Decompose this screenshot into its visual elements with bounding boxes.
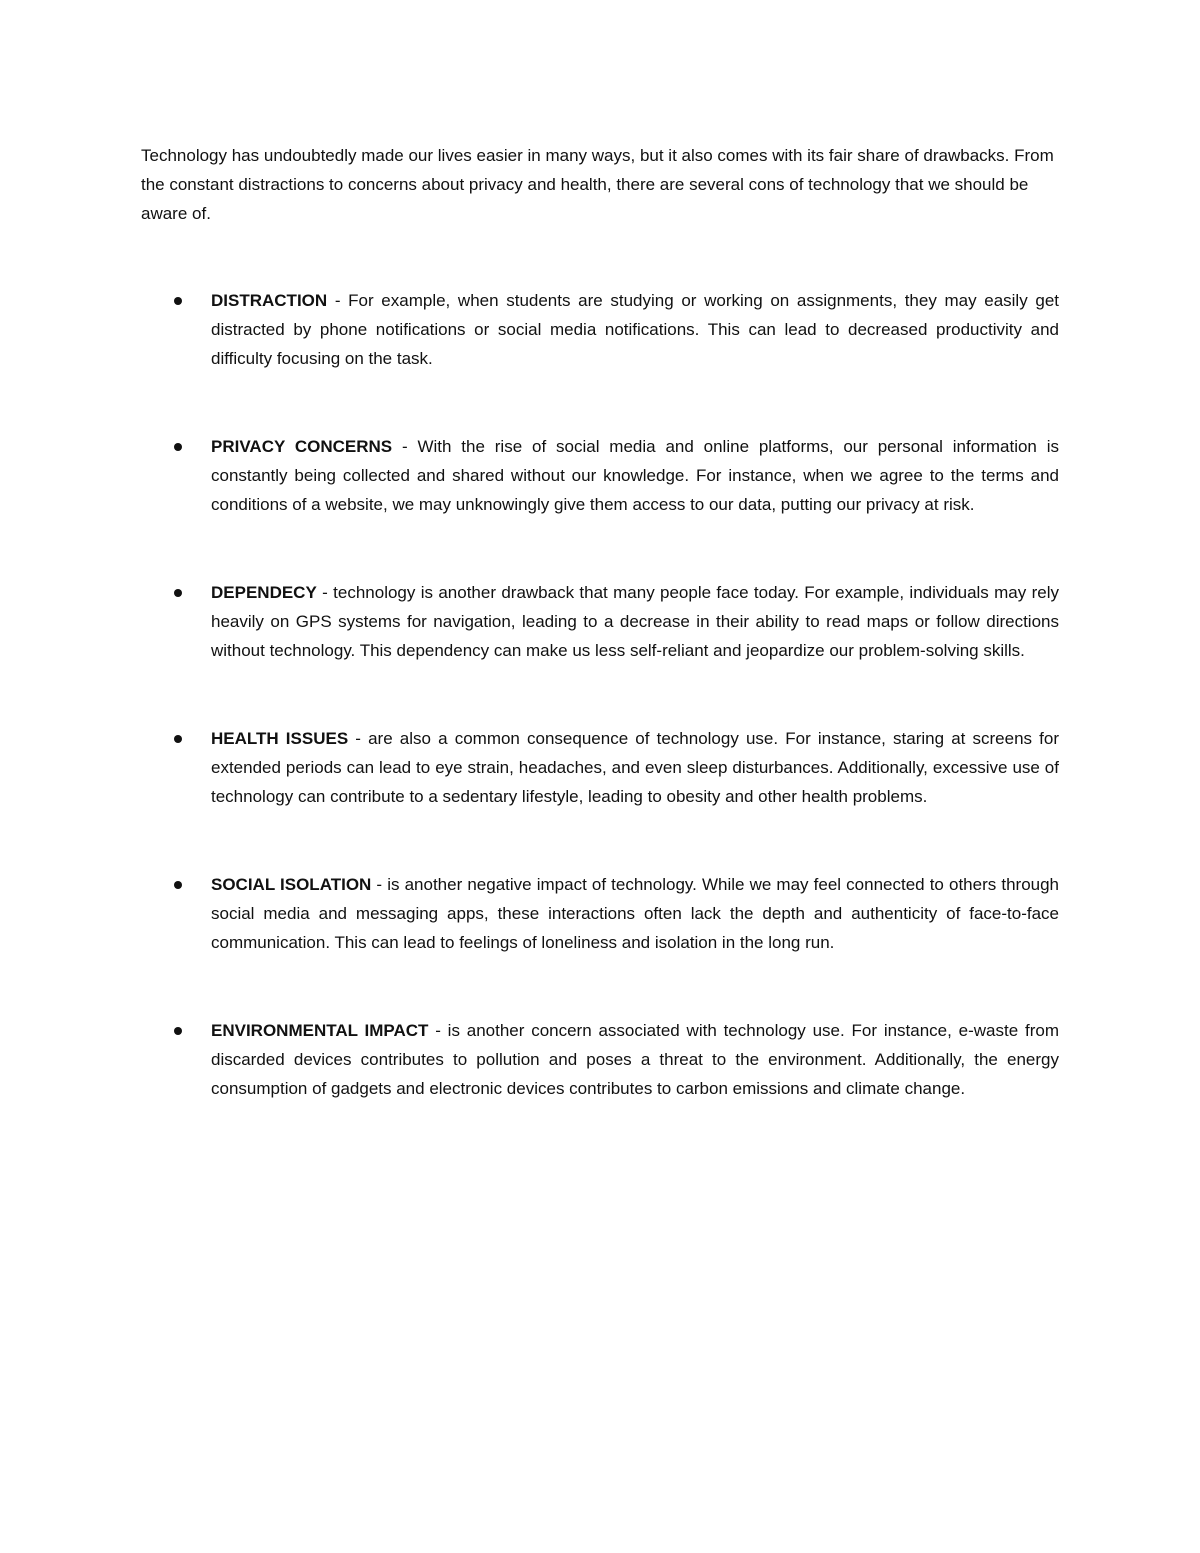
list-item-text [211, 578, 1059, 665]
list-item-description: - are also a common consequence of technology use. For instance, staring at screens for extended periods can lead to eye strain, headaches, and even sleep disturbances. Additionally, excessive use of technology can contribute to a sedentary lifestyle, leading to obesity and other health problems. [211, 729, 1059, 806]
list-item-text [211, 724, 1059, 811]
bullet-icon [174, 881, 182, 889]
list-item-description: - With the rise of social media and online platforms, our personal information is constantly being collected and shared without our knowledge. For instance, when we agree to the terms and conditions of a website, we may unknowingly give them access to our data, putting our privacy at risk. [211, 437, 1059, 514]
list-item-social-isolation [0, 870, 1200, 957]
cons-bullet-list [0, 286, 1200, 1162]
list-item-text [211, 870, 1059, 957]
bullet-icon [174, 735, 182, 743]
list-item-description: - is another concern associated with technology use. For instance, e-waste from discarded devices contributes to pollution and poses a threat to the environment. Additionally, the energy consumption of gadgets and electronic devices contributes to carbon emissions and climate change. [211, 1021, 1059, 1098]
list-item-text [211, 1016, 1059, 1103]
bullet-icon [174, 589, 182, 597]
list-item-description: - technology is another drawback that many people face today. For example, individuals may rely heavily on GPS systems for navigation, leading to a decrease in their ability to read maps or follow directions without technology. This dependency can make us less self-reliant and jeopardize our problem-solving skills. [211, 583, 1059, 660]
list-item-environmental-impact [0, 1016, 1200, 1103]
bullet-icon [174, 1027, 182, 1035]
list-item-health-issues [0, 724, 1200, 811]
list-item-description: - is another negative impact of technology. While we may feel connected to others through social media and messaging apps, these interactions often lack the depth and authenticity of face-to-face communication. This can lead to feelings of loneliness and isolation in the long run. [211, 875, 1060, 952]
list-item-term: DEPENDECY [211, 583, 317, 602]
list-item-term: SOCIAL ISOLATION [211, 875, 372, 894]
intro-paragraph: Technology has undoubtedly made our lives easier in many ways, but it also comes with its fair share of drawbacks. From the constant distractions to concerns about privacy and health, there are several cons of technology that we should be aware of. [141, 146, 1054, 223]
list-item-term: DISTRACTION [211, 291, 328, 310]
list-item-dependecy [0, 578, 1200, 665]
list-item-text [211, 286, 1059, 373]
list-item-text [211, 432, 1059, 519]
bullet-icon [174, 297, 182, 305]
list-item-description: - For example, when students are studying or working on assignments, they may easily get distracted by phone notifications or social media notifications. This can lead to decreased productivity and difficulty focusing on the task. [211, 291, 1059, 368]
list-item-privacy-concerns [0, 432, 1200, 519]
list-item-term: ENVIRONMENTAL IMPACT [211, 1021, 429, 1040]
list-item-term: HEALTH ISSUES [211, 729, 349, 748]
list-item-term: PRIVACY CONCERNS [211, 437, 393, 456]
bullet-icon [174, 443, 182, 451]
list-item-distraction [0, 286, 1200, 373]
